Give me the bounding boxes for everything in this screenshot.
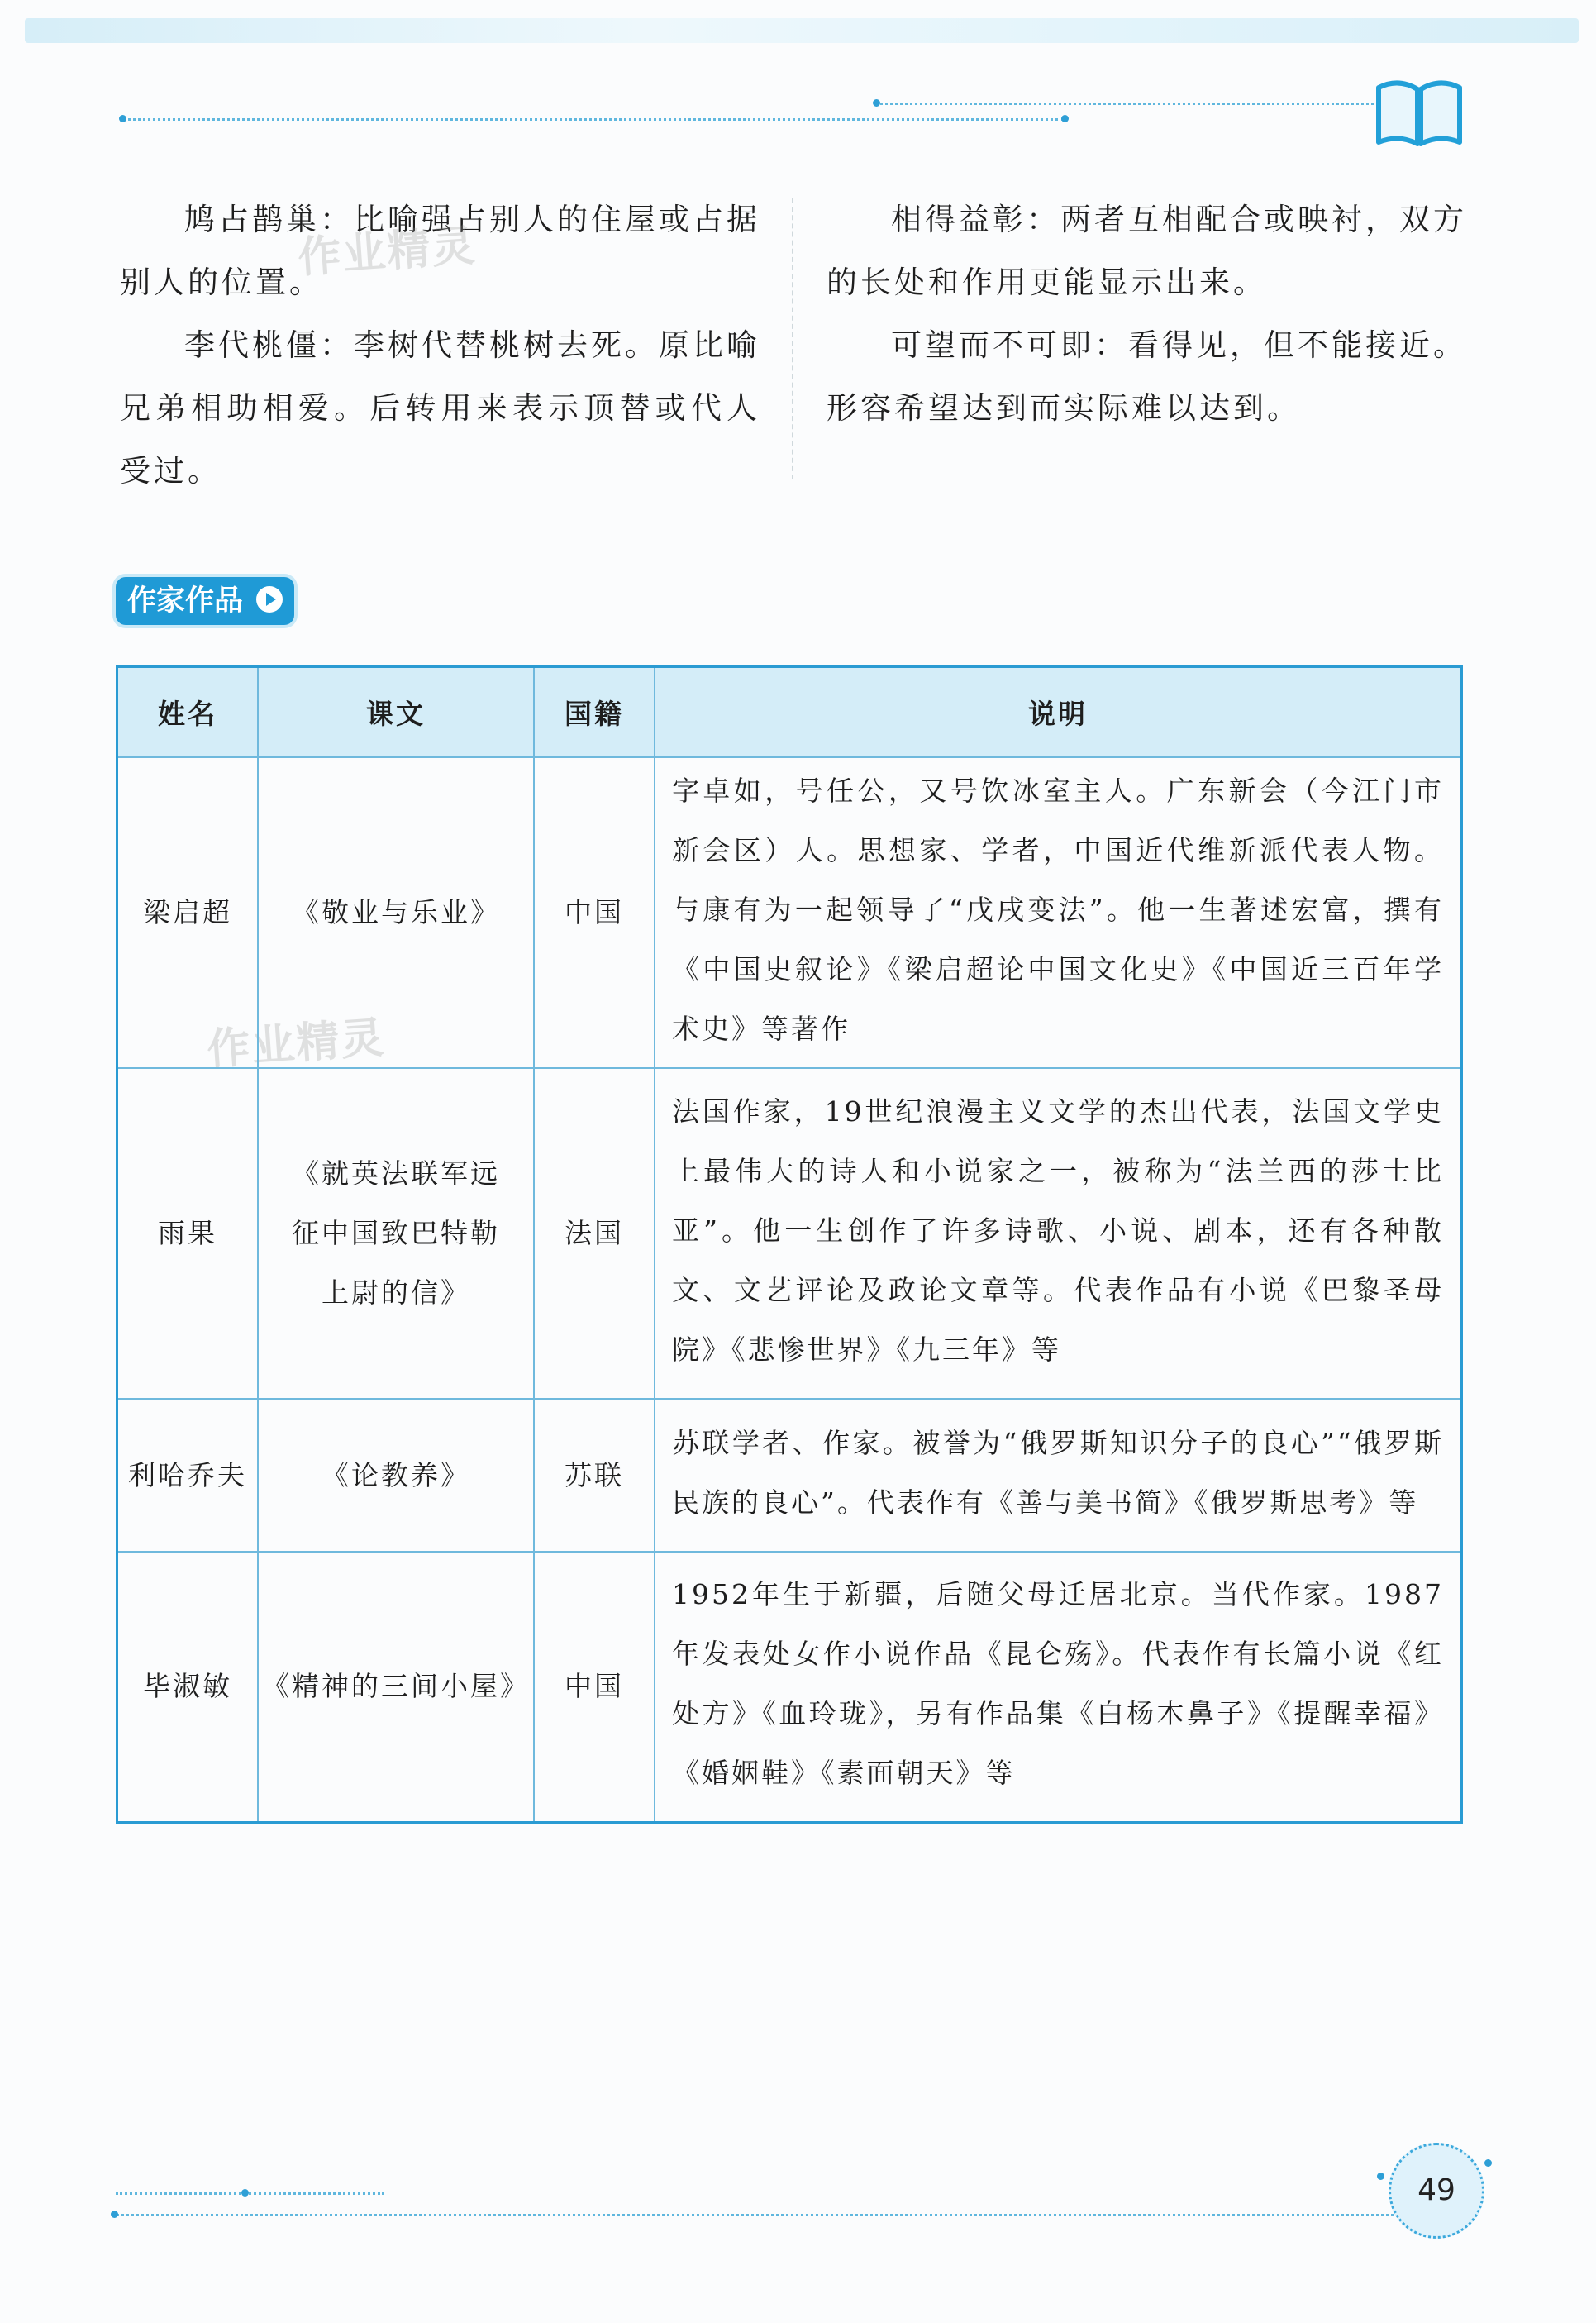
author-name: 梁启超	[117, 757, 259, 1068]
watermark: 作业精灵	[296, 221, 479, 284]
vocab-column-right	[827, 188, 1467, 440]
section-title: 作家作品	[127, 584, 244, 618]
description: 1952年生于新疆，后随父母迁居北京。当代作家。1987年发表处女作小说作品《昆仑殇》。代表作有长篇小说《红处方》《血玲珑》，另有作品集《白杨木鼻子》《提醒幸福》《婚姻鞋》《素面朝天》等	[655, 1552, 1462, 1822]
header-dot	[119, 115, 126, 122]
footer-dot	[1377, 2173, 1384, 2180]
nationality: 苏联	[534, 1399, 655, 1552]
header-dot	[873, 99, 880, 107]
table-row	[117, 1399, 1462, 1552]
header-dot	[1061, 115, 1069, 122]
column-header: 国籍	[534, 667, 655, 758]
vocab-entry: 李代桃僵：李树代替桃树去死。原比喻兄弟相助相爱。后转用来表示顶替或代人受过。	[120, 327, 760, 489]
footer-dotted-line	[116, 2192, 384, 2195]
column-header: 课文	[258, 667, 534, 758]
column-divider	[792, 198, 793, 479]
table-row	[117, 1068, 1462, 1399]
text-title: 《精神的三间小屋》	[258, 1552, 534, 1822]
column-header: 说明	[655, 667, 1462, 758]
page-number: 49	[1389, 2143, 1484, 2239]
footer-dot	[1484, 2159, 1492, 2167]
author-name: 毕淑敏	[117, 1552, 259, 1822]
text-title: 《敬业与乐业》	[258, 757, 534, 1068]
section-title-tag	[116, 577, 294, 625]
table-header-row	[117, 667, 1462, 758]
text-title: 《论教养》	[258, 1399, 534, 1552]
footer-dotted-line	[116, 2214, 1405, 2216]
footer-dot	[241, 2189, 249, 2197]
text-title: 《就英法联军远征中国致巴特勒上尉的信》	[258, 1068, 534, 1399]
description: 字卓如，号任公，又号饮冰室主人。广东新会（今江门市新会区）人。思想家、学者，中国近代维新派代表人物。与康有为一起领导了“戊戌变法”。他一生著述宏富，撰有《中国史叙论》《梁启超论中国文化史》《中国近三百年学术史》等著作	[655, 757, 1462, 1068]
table-row	[117, 757, 1462, 1068]
vocab-entry: 可望而不可即：看得见，但不能接近。形容希望达到而实际难以达到。	[827, 327, 1467, 426]
author-name: 利哈乔夫	[117, 1399, 259, 1552]
footer-dot	[111, 2211, 118, 2218]
author-name: 雨果	[117, 1068, 259, 1399]
nationality: 中国	[534, 757, 655, 1068]
description: 苏联学者、作家。被誉为“俄罗斯知识分子的良心”“俄罗斯民族的良心”。代表作有《善与美书简》《俄罗斯思考》等	[655, 1399, 1462, 1552]
table-row	[117, 1552, 1462, 1822]
vocab-entry: 鸠占鹊巢：比喻强占别人的住屋或占据别人的位置。	[120, 202, 760, 300]
header-band	[25, 18, 1579, 43]
authors-table	[116, 665, 1463, 1824]
nationality: 中国	[534, 1552, 655, 1822]
open-book-icon	[1374, 73, 1465, 149]
header-dotted-line	[122, 118, 1065, 121]
vocab-entry: 相得益彰：两者互相配合或映衬，双方的长处和作用更能显示出来。	[827, 202, 1467, 300]
header-dotted-line	[876, 103, 1389, 105]
play-icon	[256, 586, 283, 613]
nationality: 法国	[534, 1068, 655, 1399]
description: 法国作家，19世纪浪漫主义文学的杰出代表，法国文学史上最伟大的诗人和小说家之一，被称为“法兰西的莎士比亚”。他一生创作了许多诗歌、小说、剧本，还有各种散文、文艺评论及政论文章等。代表作品有小说《巴黎圣母院》《悲惨世界》《九三年》等	[655, 1068, 1462, 1399]
watermark: 作业精灵	[205, 1013, 388, 1076]
column-header: 姓名	[117, 667, 259, 758]
